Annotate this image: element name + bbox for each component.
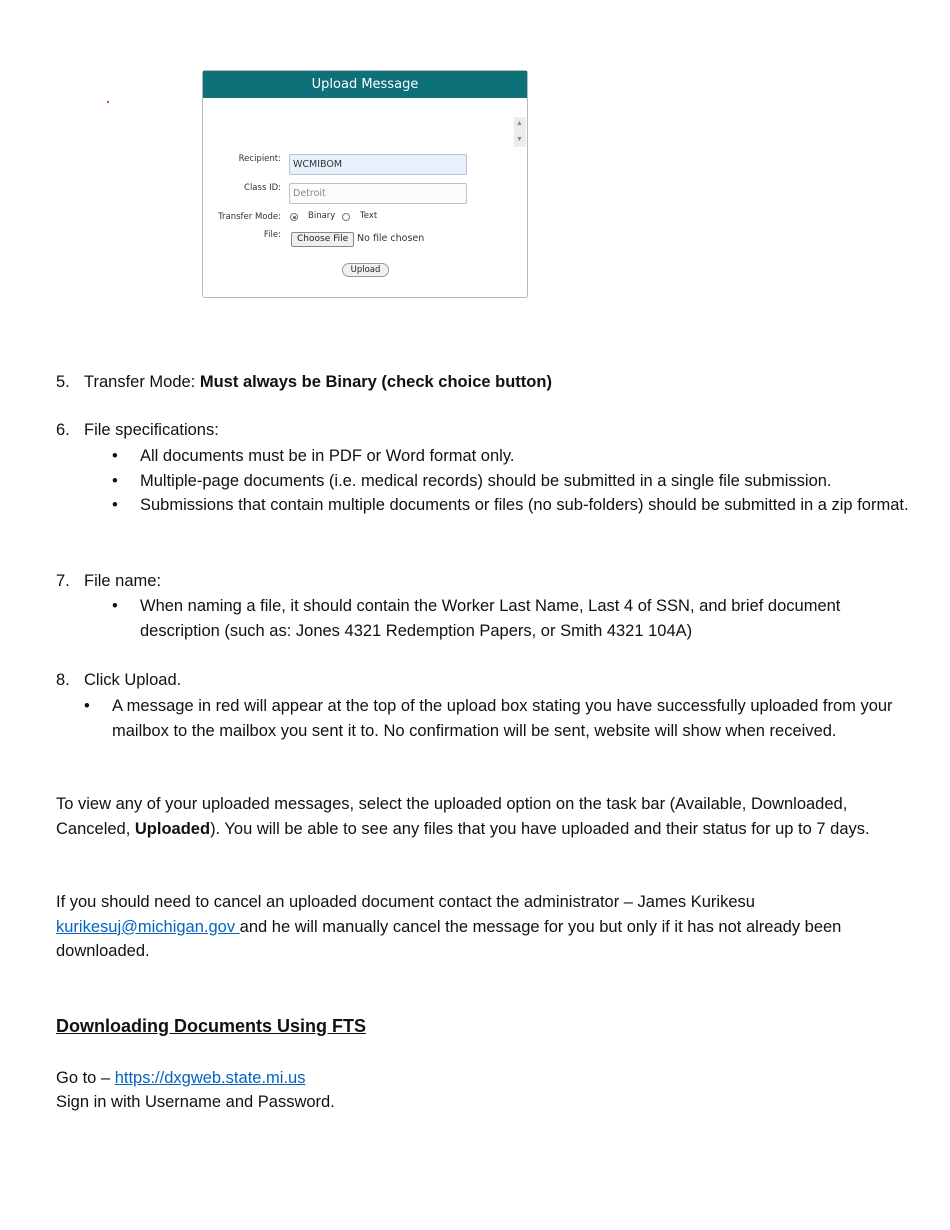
binary-label: Binary: [308, 211, 336, 221]
fts-url-link[interactable]: https://dxgweb.state.mi.us: [114, 1069, 306, 1087]
file-name-list: [112, 594, 902, 643]
goto-line: [56, 1066, 896, 1091]
step-label: File specifications:: [84, 421, 219, 439]
para-emphasis: Uploaded: [134, 819, 211, 838]
scroll-down-icon[interactable]: ▼: [516, 136, 523, 143]
class-id-input[interactable]: Detroit: [289, 183, 467, 204]
recipient-label: Recipient:: [238, 154, 281, 164]
panel-title: Upload Message: [203, 71, 527, 98]
upload-result-list: [84, 694, 896, 743]
view-uploaded-paragraph: [56, 792, 896, 841]
list-item: • A message in red will appear at the top of the upload box stating you have successfully uploaded from your mailbox to the mailbox you sent it to. No confirmation will be sent, website will show when received.: [84, 694, 896, 743]
upload-message-screenshot: [202, 70, 528, 298]
goto-label: Go to –: [56, 1069, 115, 1087]
file-spec-list: [112, 444, 912, 518]
red-marker-dot: [107, 101, 109, 103]
list-item: • All documents must be in PDF or Word format only.: [112, 444, 912, 469]
step-label: File name:: [84, 572, 162, 590]
download-section-heading: Downloading Documents Using FTS: [56, 1016, 366, 1036]
admin-email-link[interactable]: kurikesuj@michigan.gov: [56, 917, 240, 936]
signin-line: Sign in with Username and Password.: [56, 1093, 335, 1111]
step-number: 7.: [56, 572, 70, 590]
upload-button[interactable]: Upload: [342, 263, 389, 277]
choose-file-button[interactable]: Choose File: [291, 232, 354, 247]
no-file-status: No file chosen: [357, 233, 425, 244]
step-label: Click Upload.: [84, 671, 182, 689]
scroll-up-icon[interactable]: ▲: [516, 120, 523, 127]
para-text: and he will manually cancel the message for you but only if it has not already been downloaded.: [56, 917, 842, 960]
para-text: To view any of your uploaded messages, select the uploaded option on the task bar (Available, Downloaded, Canceled,: [56, 795, 848, 838]
step-number: 8.: [56, 671, 70, 689]
para-text: If you should need to cancel an uploaded document contact the administrator – James Kurikesu: [56, 893, 755, 911]
file-label: File:: [263, 230, 281, 240]
step-number: 6.: [56, 421, 70, 439]
list-item: • When naming a file, it should contain the Worker Last Name, Last 4 of SSN, and brief document description (such as: Jones 4321 Redemption Papers, or Smith 4321 104A): [112, 594, 902, 643]
text-label: Text: [360, 211, 378, 221]
binary-radio[interactable]: [290, 213, 298, 221]
list-item: • Submissions that contain multiple documents or files (no sub-folders) should be submitted in a zip format.: [112, 493, 912, 518]
cancel-paragraph: [56, 890, 896, 964]
step-emphasis: Must always be Binary (check choice button): [199, 373, 552, 391]
step-number: 5.: [56, 373, 70, 391]
recipient-input[interactable]: WCMIBOM: [289, 154, 467, 175]
scrollbar[interactable]: [514, 117, 526, 147]
para-text: ). You will be able to see any files that you have uploaded and their status for up to 7 days.: [210, 819, 870, 838]
transfer-mode-label: Transfer Mode:: [218, 212, 281, 222]
list-item: • Multiple-page documents (i.e. medical records) should be submitted in a single file submission.: [112, 469, 912, 494]
step-label: Transfer Mode:: [84, 373, 200, 391]
class-id-label: Class ID:: [244, 183, 281, 193]
text-radio[interactable]: [342, 213, 350, 221]
